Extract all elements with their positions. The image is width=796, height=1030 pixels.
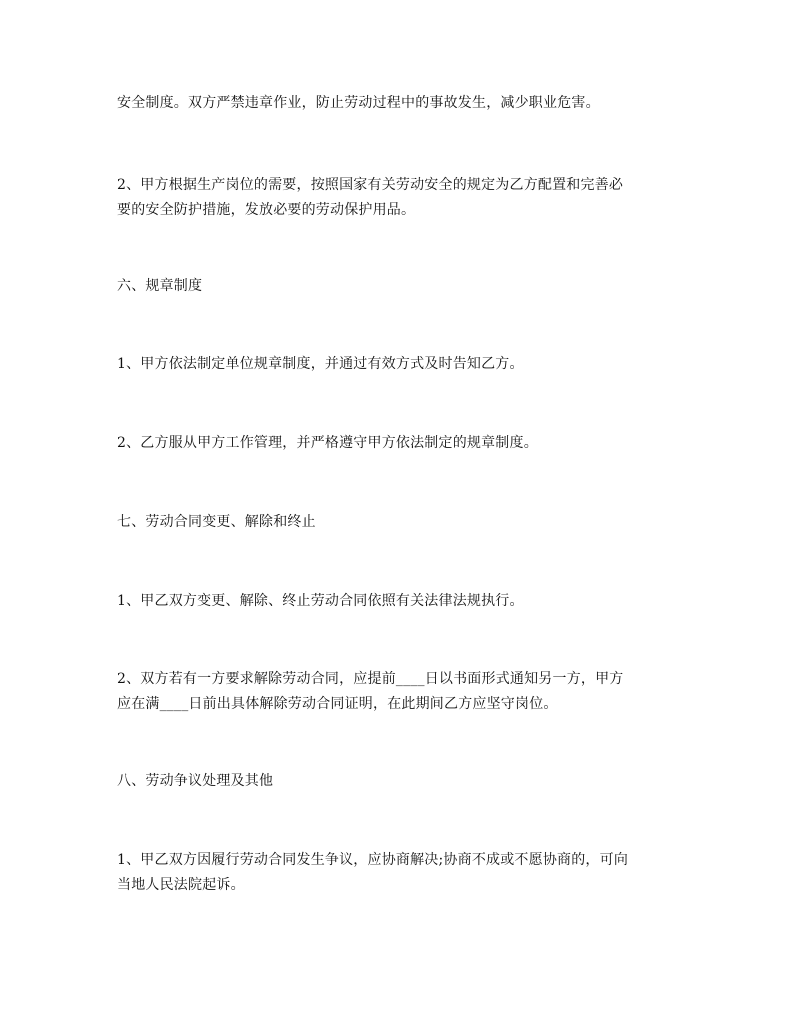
paragraph-contract-change-1: 1、甲乙双方变更、解除、终止劳动合同依照有关法律法规执行。 [117,593,524,609]
paragraph-safety-equipment-line-2: 要的安全防护措施，发放必要的劳动保护用品。 [117,202,416,218]
paragraph-safety-system-line-1: 安全制度。双方严禁违章作业，防止劳动过程中的事故发生，减少职业危害。 [117,95,600,111]
paragraph-labor-dispute-line-2: 当地人民法院起诉。 [117,877,245,893]
paragraph-contract-termination-line-1: 2、双方若有一方要求解除劳动合同，应提前____日以书面形式通知另一方，甲方 [117,671,624,687]
paragraph-contract-termination-line-2: 应在满____日前出具体解除劳动合同证明，在此期间乙方应坚守岗位。 [117,696,558,712]
paragraph-labor-dispute-line-1: 1、甲乙双方因履行劳动合同发生争议，应协商解决;协商不成或不愿协商的，可向 [117,852,629,868]
paragraph-safety-equipment-line-1: 2、甲方根据生产岗位的需要，按照国家有关劳动安全的规定为乙方配置和完善必 [117,177,624,193]
paragraph-rules-2: 2、乙方服从甲方工作管理，并严格遵守甲方依法制定的规章制度。 [117,435,538,451]
paragraph-rules-1: 1、甲方依法制定单位规章制度，并通过有效方式及时告知乙方。 [117,356,524,372]
section-heading-rules: 六、规章制度 [117,278,203,294]
section-heading-labor-dispute: 八、劳动争议处理及其他 [117,773,274,789]
section-heading-contract-change: 七、劳动合同变更、解除和终止 [117,514,316,530]
